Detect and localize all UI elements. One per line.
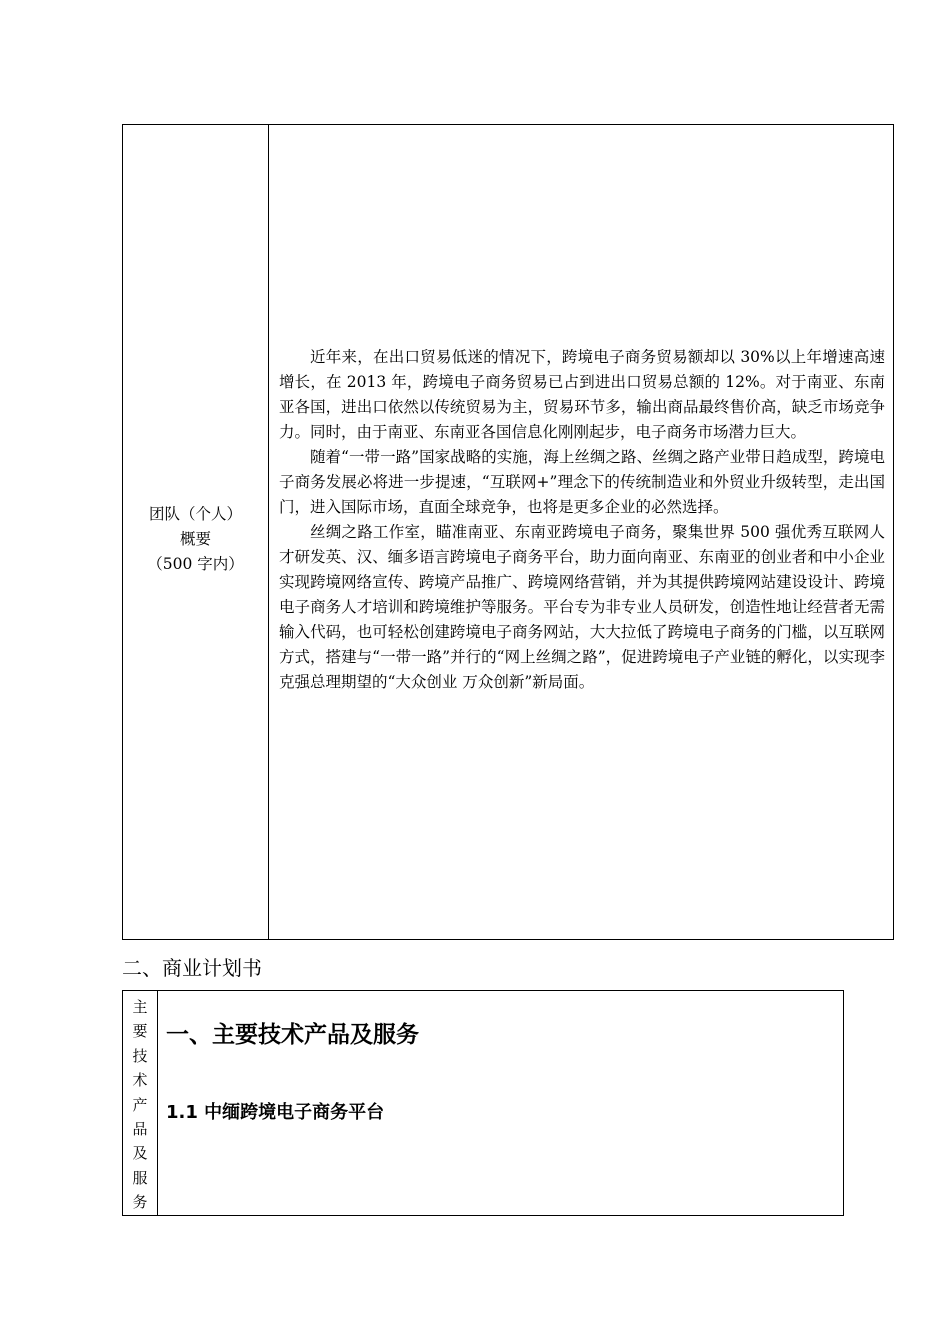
team-overview-label-line3: （500 字内） <box>147 554 244 573</box>
label-char: 品 <box>132 1119 148 1138</box>
label-char: 技 <box>132 1046 148 1065</box>
business-plan-label-cell <box>123 991 158 1215</box>
label-char: 术 <box>132 1071 148 1090</box>
label-char: 及 <box>132 1144 148 1163</box>
team-overview-paragraph-1: 近年来，在出口贸易低迷的情况下，跨境电子商务贸易额却以 30%以上年增速高速增长，在 2013 年，跨境电子商务贸易已占到进出口贸易总额的 12%。对于南亚、东南亚各国，进出口依然以传统贸易为主，贸易环节多，输出商品最终售价高，缺乏市场竞争力。同时，由于南亚、东南亚各国信息化刚刚起步，电子商务市场潜力巨大。 <box>279 348 885 441</box>
label-char: 服 <box>132 1168 148 1187</box>
team-overview-content-cell <box>269 125 893 939</box>
label-char: 主 <box>132 998 148 1016</box>
team-overview-paragraph-2: 随着“一带一路”国家战略的实施，海上丝绸之路、丝绸之路产业带日趋成型，跨境电子商务发展必将进一步提速，“互联网+”理念下的传统制造业和外贸业升级转型，走出国门，进入国际市场，直面全球竞争，也将是更多企业的必然选择。 <box>279 448 885 516</box>
label-char: 产 <box>132 1095 148 1114</box>
team-overview-paragraph-3: 丝绸之路工作室，瞄准南亚、东南亚跨境电子商务，聚集世界 500 强优秀互联网人才研发英、汉、缅多语言跨境电子商务平台，助力面向南亚、东南亚的创业者和中小企业实现跨境网络宣传、跨境产品推广、跨境网络营销，并为其提供跨境网站建设设计、跨境电子商务人才培训和跨境维护等服务。平台专为非专业人员研发，创造性地让经营者无需输入代码，也可轻松创建跨境电子商务网站，大大拉低了跨境电子商务的门槛，以互联网方式，搭建与“一带一路”并行的“网上丝绸之路”，促进跨境电子产业链的孵化，以实现李克强总理期望的“大众创业 万众创新”新局面。 <box>279 523 885 691</box>
team-overview-label-line2: 概要 <box>179 529 211 548</box>
business-plan-subtitle: 1.1 中缅跨境电子商务平台 <box>166 1102 385 1123</box>
section-heading-business-plan: 二、商业计划书 <box>122 956 262 980</box>
team-overview-table <box>122 124 894 940</box>
team-overview-label-cell <box>123 125 269 939</box>
team-overview-label-line1: 团队（个人） <box>148 504 242 523</box>
business-plan-table <box>122 990 844 1216</box>
label-char: 务 <box>132 1193 148 1212</box>
business-plan-content-cell <box>158 991 843 1215</box>
label-char: 要 <box>132 1022 148 1041</box>
business-plan-title: 一、主要技术产品及服务 <box>166 1022 419 1048</box>
